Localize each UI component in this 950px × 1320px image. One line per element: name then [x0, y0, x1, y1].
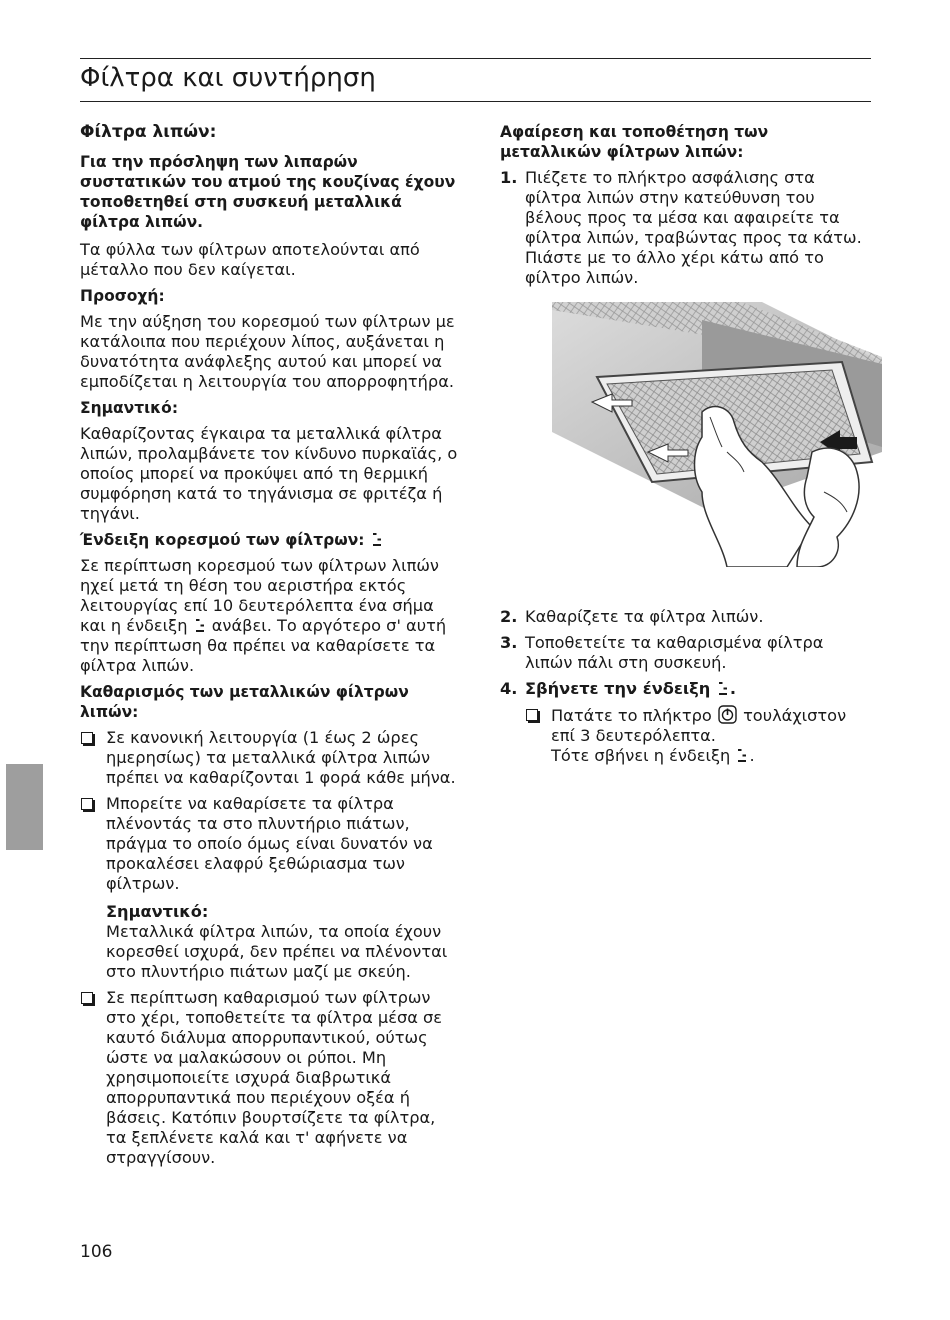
caution-label: Προσοχή: — [80, 287, 165, 305]
filter-removal-illustration — [552, 302, 882, 567]
step-item — [500, 168, 872, 567]
step4-text: Σβήνετε την ένδειξη — [525, 679, 711, 698]
step4-sub-a: Πατάτε το πλήκτρο — [551, 706, 712, 725]
step-number: 1. — [500, 168, 518, 187]
step-number: 3. — [500, 633, 518, 652]
step-item — [500, 633, 872, 673]
intro-text: Τα φύλλα των φίλτρων αποτελούνται από μέταλλο που δεν καίγεται. — [80, 240, 420, 279]
right-column — [500, 122, 872, 772]
section-title-grease-filters: Φίλτρα λιπών: — [80, 122, 217, 142]
filter-saturation-indicator-icon — [195, 618, 205, 633]
step-item — [500, 679, 872, 766]
step-number: 4. — [500, 679, 518, 698]
caution-text: Με την αύξηση του κορεσμού των φίλτρων με κατάλοιπα που περιέχουν λίπος, αυξάνεται η δυνατότητα ανάφλεξης αυτού και μπορεί να εμποδίζεται η λειτουργία του απορροφητήρα. — [80, 312, 455, 391]
checkbox-bullet-icon — [81, 798, 93, 810]
indicator-heading-text: Ένδειξη κορεσμού των φίλτρων: — [80, 531, 365, 549]
filter-saturation-indicator-icon — [718, 681, 728, 696]
top-rule — [80, 58, 871, 59]
cleaning-list — [80, 728, 458, 1168]
left-column — [80, 122, 458, 1174]
page-number: 106 — [80, 1242, 113, 1262]
list-item-text: Μπορείτε να καθαρίσετε τα φίλτρα πλένοντάς τα στο πλυντήριο πιάτων, πράγμα το οποίο όμως είναι δυνατόν να προκαλέσει ελαφρύ ξεθώριασμα των φίλτρων. — [106, 794, 433, 893]
indicator-text-part-1: Σε περίπτωση κορεσμού των φίλτρων λιπών ηχεί μετά τη θέση του αεριστήρα εκτός λειτουργίας επί 10 δευτερόλεπτα ένα σήμα και η ένδειξη — [80, 556, 439, 635]
indicator-heading — [80, 530, 458, 550]
section-tab-marker — [6, 764, 43, 850]
step4-sub-b: τουλάχιστον επί 3 δευτερόλεπτα. — [551, 706, 847, 745]
dishwasher-note-label: Σημαντικό: — [106, 902, 209, 921]
checkbox-bullet-icon — [526, 709, 538, 721]
indicator-text — [80, 556, 458, 676]
step-number: 2. — [500, 607, 518, 626]
removal-heading: Αφαίρεση και τοποθέτηση των μεταλλικών φίλτρων λιπών: — [500, 123, 769, 161]
list-item: Πατάτε το πλήκτρο τουλάχιστον επί 3 δευτερόλεπτα. Τότε σβήνει η ένδειξη . — [525, 705, 872, 766]
step-text: Καθαρίζετε τα φίλτρα λιπών. — [525, 607, 764, 626]
power-button-icon — [718, 705, 737, 724]
list-item-text: Σε περίπτωση καθαρισμού των φίλτρων στο χέρι, τοποθετείτε τα φίλτρα μέσα σε καυτό διάλυμα απορρυπαντικού, ούτως ώστε να μαλακώσουν οι ρύποι. Μη χρησιμοποιείτε ισχυρά διαβρωτικά απορρυπαντικά που περιέχουν οξέα ή βάσεις. Κατόπιν βουρτσίζετε τα φίλτρα, τα ξεπλένετε καλά και τ' αφήνετε να στραγγίσουν. — [106, 988, 443, 1167]
removal-steps — [500, 168, 872, 766]
step-text-extra: Πιάστε με το άλλο χέρι κάτω από το φίλτρο λιπών. — [525, 248, 824, 287]
important-label: Σημαντικό: — [80, 399, 179, 417]
dishwasher-note — [106, 902, 458, 982]
step-text-bold: Σβήνετε την ένδειξη . — [525, 679, 737, 698]
page-title: Φίλτρα και συντήρηση — [80, 63, 376, 93]
list-item — [80, 794, 458, 982]
important-text: Καθαρίζοντας έγκαιρα τα μεταλλικά φίλτρα λιπών, προλαμβάνετε τον κίνδυνο πυρκαϊάς, ο οποίος μπορεί να προκύψει από τη θερμική συμφόρηση κατά το τηγάνισμα σε φριτέζα ή τηγάνι. — [80, 424, 458, 523]
step-item — [500, 607, 872, 627]
step-text: Τοποθετείτε τα καθαρισμένα φίλτρα λιπών πάλι στη συσκευή. — [525, 633, 824, 672]
dishwasher-note-text: Μεταλλικά φίλτρα λιπών, τα οποία έχουν κορεσθεί ισχυρά, δεν πρέπει να πλένονται στο πλυντήριο πιάτων μαζί με σκεύη. — [106, 922, 448, 981]
checkbox-bullet-icon — [81, 732, 93, 744]
list-item — [80, 988, 458, 1168]
indicator-text-part-2: ανάβει. Το αργότερο σ' αυτή την περίπτωση θα πρέπει να καθαρίσετε τα φίλτρα λιπών. — [80, 616, 447, 675]
title-rule — [80, 101, 871, 102]
list-item-text: Σε κανονική λειτουργία (1 έως 2 ώρες ημερησίως) τα μεταλλικά φίλτρα λιπών πρέπει να καθαρίζονται 1 φορά κάθε μήνα. — [106, 728, 456, 787]
checkbox-bullet-icon — [81, 992, 93, 1004]
step-text: Πιέζετε το πλήκτρο ασφάλισης στα φίλτρα λιπών στην κατεύθυνση του βέλους προς τα μέσα και αφαιρείτε τα φίλτρα λιπών, τραβώντας προς τα κάτω. — [525, 168, 862, 247]
step4-sublist — [525, 705, 872, 766]
intro-bold-text: Για την πρόσληψη των λιπαρών συστατικών του ατμού της κουζίνας έχουν τοποθετηθεί στη συσκευή μεταλλικά φίλτρα λιπών. — [80, 153, 456, 231]
filter-saturation-indicator-icon — [372, 532, 382, 547]
cleaning-heading: Καθαρισμός των μεταλλικών φίλτρων λιπών: — [80, 683, 409, 721]
list-item — [80, 728, 458, 788]
step4-sub-c: Τότε σβήνει η ένδειξη — [551, 746, 731, 765]
filter-saturation-indicator-icon — [737, 748, 747, 763]
